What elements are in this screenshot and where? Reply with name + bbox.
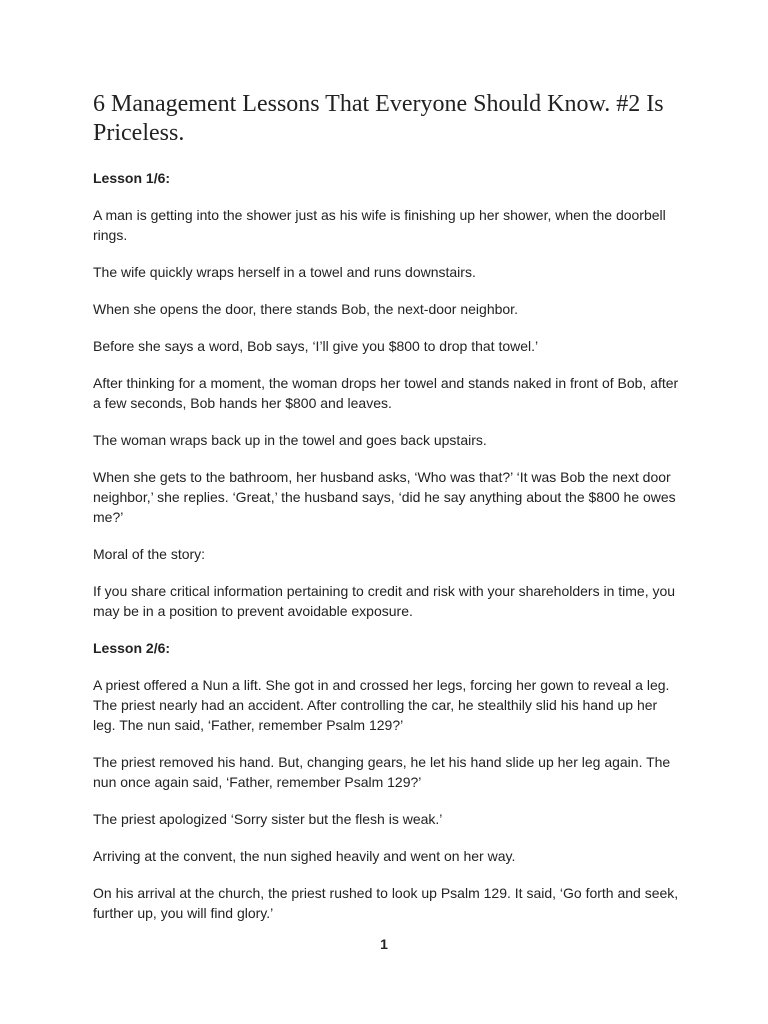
lesson-1-paragraph: A man is getting into the shower just as his wife is finishing up her shower, when the doorbell rings.	[93, 207, 666, 243]
lesson-1-paragraph: Before she says a word, Bob says, ‘I’ll give you $800 to drop that towel.’	[93, 338, 539, 354]
lesson-2-heading: Lesson 2/6:	[93, 640, 171, 656]
lesson-1-paragraph: The wife quickly wraps herself in a towel and runs downstairs.	[93, 264, 476, 280]
lesson-1-paragraph: When she opens the door, there stands Bob, the next-door neighbor.	[93, 301, 518, 317]
lesson-1-moral-text: If you share critical information pertaining to credit and risk with your shareholders in time, you may be in a position to prevent avoidable exposure.	[93, 583, 676, 619]
document-title: 6 Management Lessons That Everyone Should Know. #2 Is Priceless.	[93, 91, 664, 146]
lesson-2-paragraph: Arriving at the convent, the nun sighed heavily and went on her way.	[93, 848, 516, 864]
lesson-1-paragraph: The woman wraps back up in the towel and goes back upstairs.	[93, 432, 487, 448]
lesson-2-paragraph: The priest removed his hand. But, changing gears, he let his hand slide up her leg again. The nun once again said, ‘Father, remember Psalm 129?’	[93, 754, 671, 790]
lesson-2-paragraph: A priest offered a Nun a lift. She got in and crossed her legs, forcing her gown to reveal a leg. The priest nearly had an accident. After controlling the car, he stealthily slid his hand up her leg. The nun said, ‘Father, remember Psalm 129?’	[93, 677, 670, 733]
lesson-1-section	[93, 168, 683, 621]
lesson-1-moral-label: Moral of the story:	[93, 546, 206, 562]
lesson-2-paragraph: The priest apologized ‘Sorry sister but the flesh is weak.’	[93, 811, 443, 827]
lesson-2-paragraph: On his arrival at the church, the priest rushed to look up Psalm 129. It said, ‘Go forth and seek, further up, you will find glory.’	[93, 885, 679, 921]
lesson-1-heading: Lesson 1/6:	[93, 170, 171, 186]
lesson-2-section	[93, 638, 683, 923]
lesson-1-paragraph: After thinking for a moment, the woman drops her towel and stands naked in front of Bob, after a few seconds, Bob hands her $800 and leaves.	[93, 375, 679, 411]
document-page	[93, 90, 683, 940]
lesson-1-paragraph: When she gets to the bathroom, her husband asks, ‘Who was that?’ ‘It was Bob the next door neighbor,’ she replies. ‘Great,’ the husband says, ‘did he say anything about the $800 he owes me?’	[93, 469, 676, 525]
page-number: 1	[380, 936, 388, 952]
